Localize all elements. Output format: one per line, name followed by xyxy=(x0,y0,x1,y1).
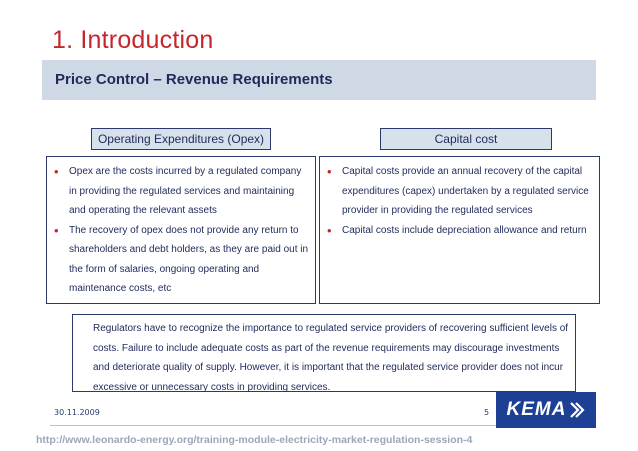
logo-arrows-icon xyxy=(569,401,585,419)
capex-bullet: • Capital costs include depreciation allowance and return xyxy=(320,221,595,241)
opex-bullet: • Opex are the costs incurred by a regulated company in providing the regulated services and maintaining and operating the relevant assets xyxy=(47,162,311,221)
opex-header-label: Operating Expenditures (Opex) xyxy=(97,132,265,146)
capex-header xyxy=(380,128,552,150)
subtitle-band xyxy=(42,60,596,100)
page-number: 5 xyxy=(484,408,490,417)
capex-header-label: Capital cost xyxy=(434,132,498,146)
opex-bullet: • The recovery of opex does not provide any return to shareholders and debt holders, as they are paid out in the form of salaries, ongoing operating and maintenance costs, etc xyxy=(47,221,311,299)
capex-bullet-list xyxy=(320,157,599,240)
capex-bullet: • Capital costs provide an annual recovery of the capital expenditures (capex) undertaken by a regulated service provider in providing the regulated services xyxy=(320,162,595,221)
capex-panel xyxy=(319,156,600,304)
logo-text: KEMA xyxy=(506,399,567,420)
kema-logo xyxy=(496,392,596,428)
opex-bullet-list xyxy=(47,157,315,299)
regulators-note: Regulators have to recognize the importance to regulated service providers of recovering sufficient levels of costs. Failure to include adequate costs as part of the revenue requirements may discourage investments and deteriorate quality of supply. However, it is important that the regulated service provider does not incur excessive or unnecessary costs in providing services. xyxy=(72,314,576,392)
footer-url: http://www.leonardo-energy.org/training-module-electricity-market-regulation-session-4 xyxy=(36,434,473,446)
footer-date: 30.11.2009 xyxy=(54,408,100,417)
opex-panel xyxy=(46,156,316,304)
opex-header xyxy=(91,128,271,150)
slide-subtitle: Price Control – Revenue Requirements xyxy=(55,71,333,88)
slide-title: 1. Introduction xyxy=(52,26,214,54)
